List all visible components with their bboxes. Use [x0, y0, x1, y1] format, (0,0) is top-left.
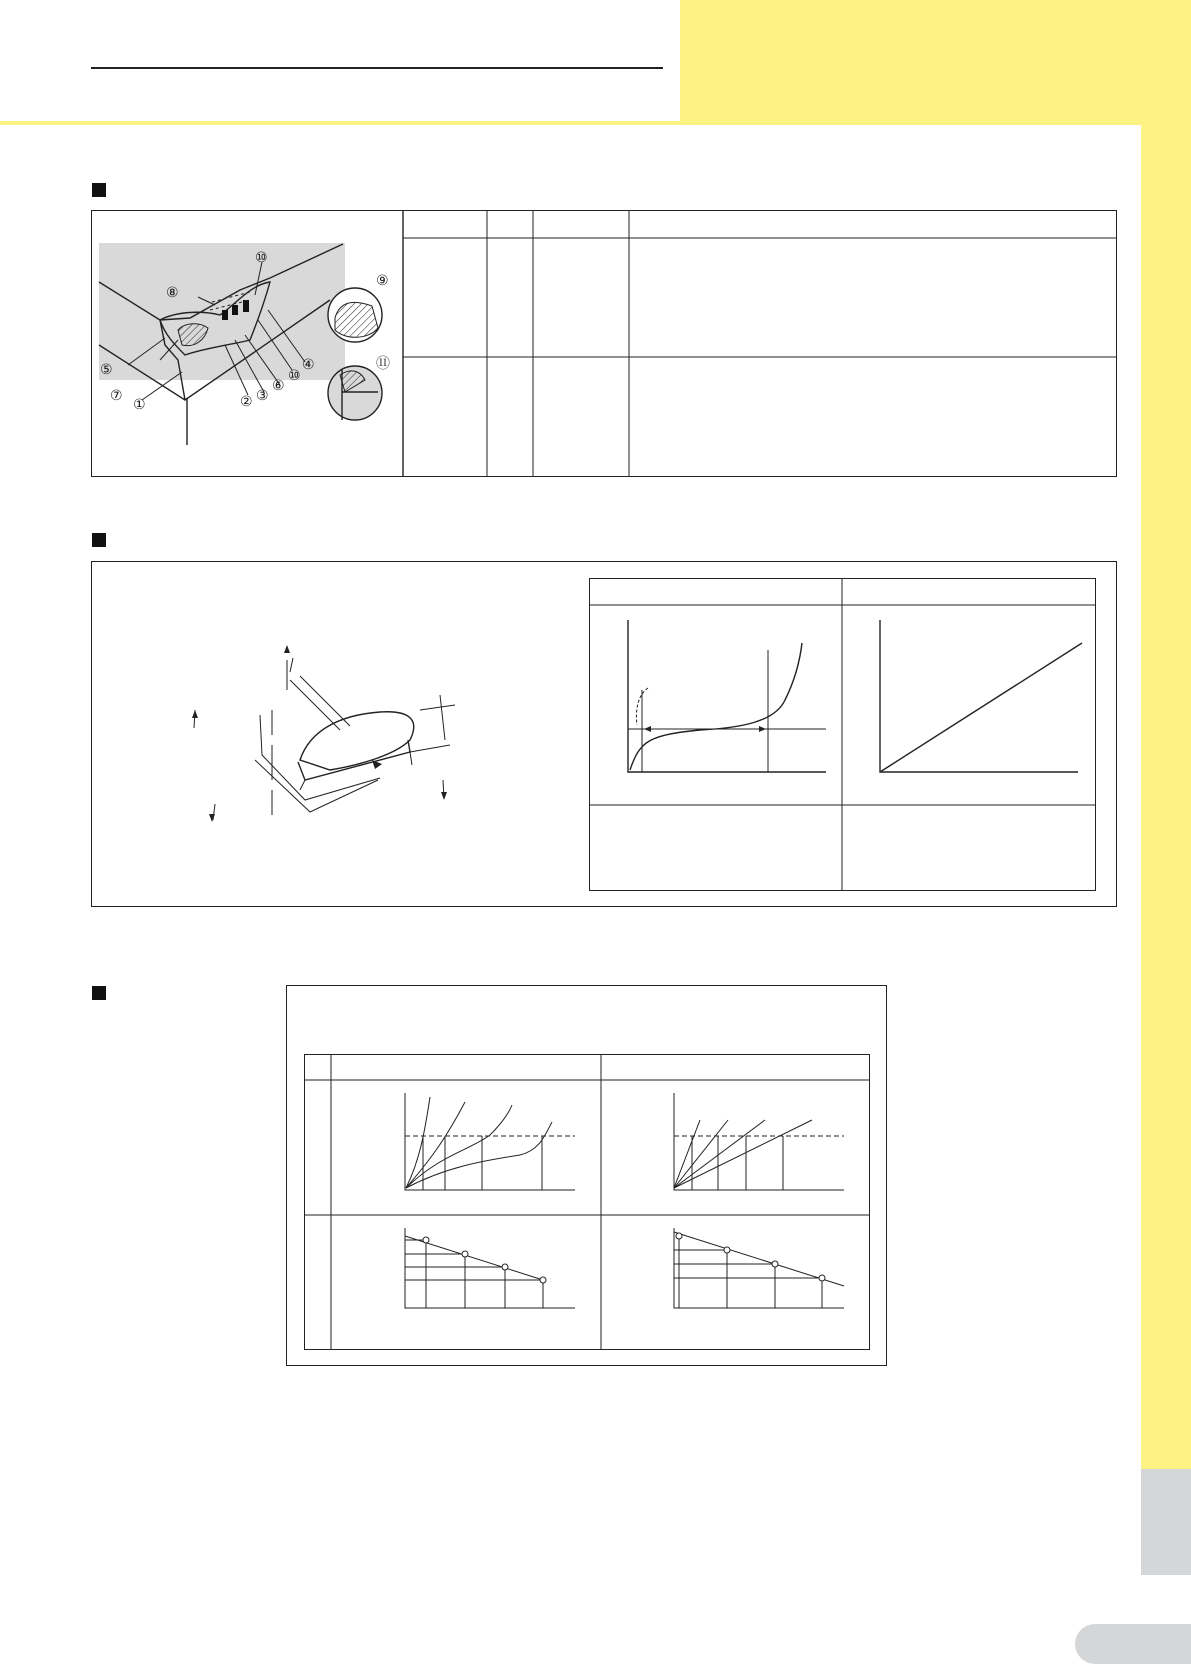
callout-4: ④: [302, 357, 315, 373]
callout-9: ⑨: [376, 273, 389, 289]
chart-curves: [405, 1093, 575, 1190]
chart-lines: [674, 1093, 844, 1190]
callout-10-top: ⑩: [255, 250, 268, 266]
callout-10-bottom: ⑩: [288, 368, 301, 384]
callout-1: ①: [133, 397, 146, 413]
chart-descending-2: [674, 1228, 844, 1308]
callout-6: ⑥: [272, 378, 285, 394]
callout-11: ⑪: [376, 356, 390, 372]
chart-descending-1: [405, 1228, 575, 1308]
callout-8: ⑧: [166, 285, 179, 301]
callout-2: ②: [240, 394, 253, 410]
callout-7: ⑦: [110, 388, 123, 404]
callout-5: ⑤: [100, 362, 113, 378]
callout-3: ③: [256, 388, 269, 404]
